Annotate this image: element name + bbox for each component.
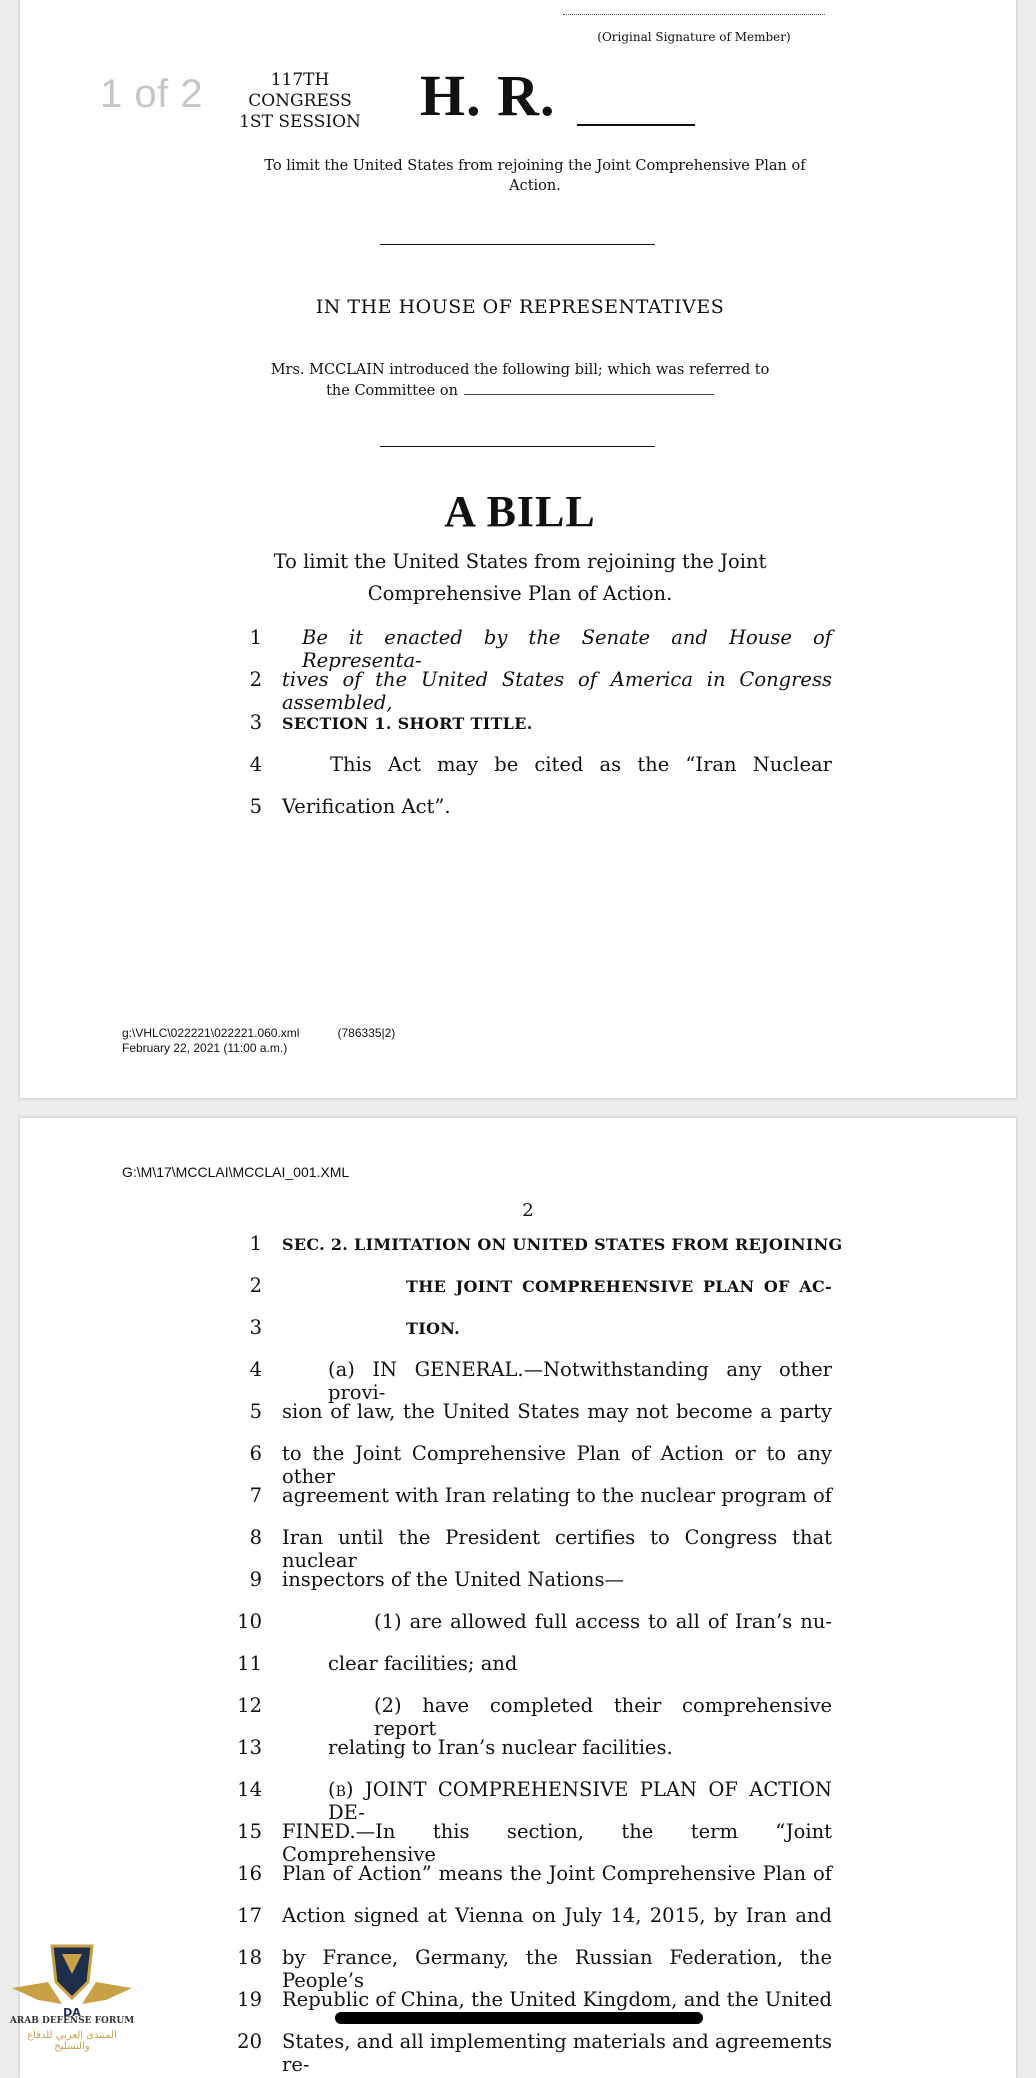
line-text: Iran until the President certifies to Congress that nuclear [282, 1526, 832, 1572]
bill-line [20, 668, 1016, 714]
congress-session [225, 70, 375, 133]
line-text: Action signed at Vienna on July 14, 2015, by Iran and [282, 1904, 832, 1927]
committee-blank [464, 383, 714, 395]
line-text: by France, Germany, the Russian Federation, the People’s [282, 1946, 832, 1992]
arab-defense-forum-logo [8, 1940, 136, 2052]
line-number: 10 [237, 1610, 262, 1633]
bill-line [20, 1820, 1016, 1866]
introduction-text: Mrs. MCCLAIN introduced the following bill; which was referred to the Committee on [270, 362, 770, 399]
section-heading: THE JOINT COMPREHENSIVE PLAN OF AC- [406, 1277, 832, 1296]
bill-purpose-short: To limit the United States from rejoining the Joint Comprehensive Plan of Action. [264, 158, 806, 194]
file-path: G:\M\17\MCCLAI\MCCLAI_001.XML [122, 1164, 350, 1180]
line-text: relating to Iran’s nuclear facilities. [328, 1736, 673, 1759]
line-number: 1 [249, 1232, 262, 1255]
line-number: 14 [237, 1778, 262, 1801]
house-heading: IN THE HOUSE OF REPRESENTATIVES [315, 296, 725, 318]
bill-number: H. R. [420, 63, 556, 128]
bill-line [20, 1526, 1016, 1572]
logo-letters: DA [63, 2006, 81, 2019]
line-number: 18 [237, 1946, 262, 1969]
line-number: 20 [237, 2030, 262, 2053]
bill-line [20, 711, 1016, 741]
line-number: 2 [249, 1274, 262, 1297]
a-bill-heading: A BILL [444, 487, 596, 536]
document-footer [122, 1026, 395, 1056]
divider [380, 446, 655, 447]
bill-line [20, 1568, 1016, 1598]
line-text: clear facilities; and [328, 1652, 518, 1675]
line-text: Plan of Action” means the Joint Comprehensive Plan of [282, 1862, 832, 1885]
bill-line [20, 1358, 1016, 1404]
line-number: 11 [237, 1652, 262, 1675]
bill-line [20, 1316, 1016, 1346]
line-text: agreement with Iran relating to the nuclear program of [282, 1484, 832, 1507]
bill-line [20, 1442, 1016, 1488]
congress-number: 117TH CONGRESS [248, 70, 352, 111]
footer-date: February 22, 2021 (11:00 a.m.) [122, 1041, 288, 1055]
line-number: 16 [237, 1862, 262, 1885]
bill-page-2 [20, 1118, 1016, 2078]
line-number: 12 [237, 1694, 262, 1717]
bill-line [20, 1778, 1016, 1824]
divider [380, 244, 655, 245]
line-number: 8 [249, 1526, 262, 1549]
bill-number-blank [577, 124, 695, 126]
line-number: 15 [237, 1820, 262, 1843]
line-number: 17 [237, 1904, 262, 1927]
bill-line [20, 1232, 1016, 1262]
home-indicator[interactable] [335, 2012, 703, 2024]
line-text: Verification Act”. [282, 795, 451, 818]
section-heading: TION. [406, 1319, 460, 1338]
footer-path: g:\VHLC\022221\022221.060.xml [122, 1026, 300, 1040]
line-text: inspectors of the United Nations— [282, 1568, 624, 1591]
bill-line [20, 1862, 1016, 1892]
bill-line [20, 1484, 1016, 1514]
line-text: sion of law, the United States may not become a party [282, 1400, 832, 1423]
line-text: (2) have completed their comprehensive report [374, 1694, 832, 1740]
line-number: 5 [249, 795, 262, 818]
bill-line [20, 753, 1016, 783]
line-number: 9 [249, 1568, 262, 1591]
line-number: 19 [237, 1988, 262, 2011]
line-text: tives of the United States of America in Congress assembled, [282, 668, 832, 714]
bill-line [20, 1652, 1016, 1682]
logo-name-en: ARAB DEFENSE FORUM [9, 2016, 135, 2026]
bill-page-1 [20, 0, 1016, 1098]
bill-line [20, 1400, 1016, 1430]
line-text: This Act may be cited as the “Iran Nuclear [330, 753, 832, 776]
session-number: 1ST SESSION [239, 112, 361, 132]
line-text: FINED.—In this section, the term “Joint Comprehensive [282, 1820, 832, 1866]
line-number: 6 [249, 1442, 262, 1465]
bill-line [20, 1904, 1016, 1934]
line-number: 4 [249, 753, 262, 776]
bill-line [20, 795, 1016, 825]
line-number: 13 [237, 1736, 262, 1759]
line-number: 1 [249, 626, 262, 649]
line-text: Republic of China, the United Kingdom, and the United [282, 1988, 832, 2011]
bill-line [20, 1610, 1016, 1640]
footer-code: (786335|2) [337, 1026, 396, 1040]
logo-name-ar: المنتدى العربي للدفاع والتسليح [27, 2030, 117, 2052]
bill-line [20, 1694, 1016, 1740]
line-number: 5 [249, 1400, 262, 1423]
line-text: Be it enacted by the Senate and House of Representa- [302, 626, 832, 672]
page-indicator: 1 of 2 [100, 72, 204, 116]
line-text: (1) are allowed full access to all of Iran’s nu- [374, 1610, 832, 1633]
signature-line [563, 14, 825, 15]
introduction-statement [260, 360, 780, 402]
signature-label: (Original Signature of Member) [597, 30, 791, 44]
section-heading: SEC. 2. LIMITATION ON UNITED STATES FROM REJOINING [282, 1235, 843, 1254]
line-number: 4 [249, 1358, 262, 1381]
line-text: (a) IN GENERAL.—Notwithstanding any other provi- [328, 1358, 832, 1404]
line-text: to the Joint Comprehensive Plan of Action or to any other [282, 1442, 832, 1488]
bill-line [20, 1736, 1016, 1766]
bill-line [20, 626, 1016, 672]
page-number: 2 [522, 1200, 534, 1221]
bill-line [20, 2030, 1016, 2076]
line-number: 7 [249, 1484, 262, 1507]
line-number: 3 [249, 1316, 262, 1339]
bill-line [20, 1946, 1016, 1992]
line-text: States, and all implementing materials and agreements re- [282, 2030, 832, 2076]
line-number: 2 [249, 668, 262, 691]
section-heading: SECTION 1. SHORT TITLE. [282, 714, 533, 733]
eagle-shield-icon [8, 1940, 136, 2020]
line-text: (b) JOINT COMPREHENSIVE PLAN OF ACTION DE- [328, 1778, 832, 1824]
bill-purpose-long: To limit the United States from rejoining the Joint Comprehensive Plan of Action. [273, 550, 767, 605]
line-number: 3 [249, 711, 262, 734]
bill-line [20, 1274, 1016, 1304]
